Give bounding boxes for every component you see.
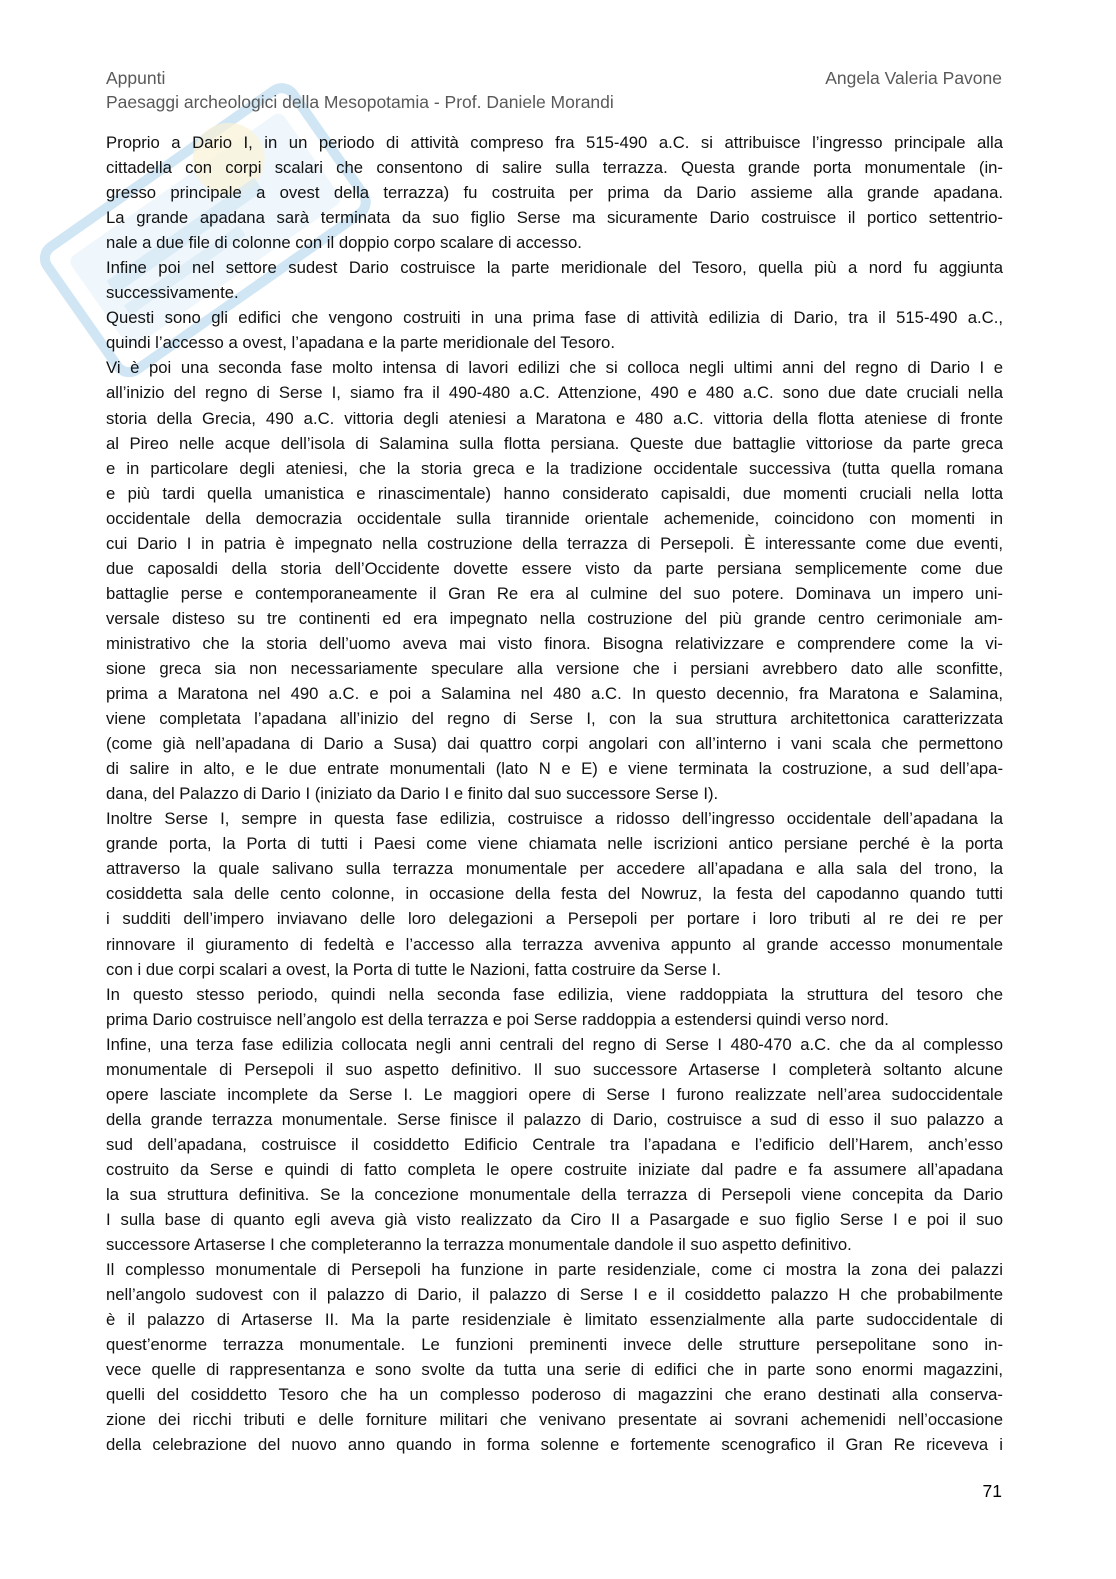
text-line: cittadella con corpi scalari che consentono di salire sulla terrazza. Questa grande porta monumentale (in-	[106, 158, 1003, 178]
text-line: versale disteso su tre continenti ed era impegnato nella costruzione del più grande centro cerimoniale am-	[106, 608, 1003, 628]
text-line: quelli del cosiddetto Tesoro che ha un complesso poderoso di magazzini che erano destinati alla conserva-	[106, 1385, 1003, 1405]
text-line: dana, del Palazzo di Dario I (iniziato da Dario I e finito dal suo successore Serse I).	[106, 784, 719, 804]
text-line: quest’enorme terrazza monumentale. Le funzioni preminenti invece delle strutture persepolitane sono in-	[106, 1335, 1003, 1355]
header-author: Angela Valeria Pavone	[825, 68, 1002, 88]
text-line: La grande apadana sarà terminata da suo figlio Serse ma sicuramente Dario costruisce il portico settentrio-	[106, 208, 1003, 228]
text-line: occidentale della democrazia occidentale sulla tirannide orientale achemenide, coincidono con momenti in	[106, 508, 1003, 528]
text-line: grande porta, la Porta di tutti i Paesi come viene chiamata nelle iscrizioni antico persiane perché è la porta	[106, 834, 1003, 854]
text-line: prima Dario costruisce nell’angolo est della terrazza e poi Serse raddoppia a estendersi quindi verso nord.	[106, 1009, 889, 1029]
text-line: Inoltre Serse I, sempre in questa fase edilizia, costruisce a ridosso dell’ingresso occidentale dell’apadana la	[106, 809, 1003, 829]
text-line: con i due corpi scalari a ovest, la Porta di tutte le Nazioni, fatta costruire da Serse I.	[106, 959, 721, 979]
text-line: cosiddetta sala delle cento colonne, in occasione della festa del Nowruz, la festa del capodanno quando tutti	[106, 884, 1003, 904]
text-line: nale a due file di colonne con il doppio corpo scalare di accesso.	[106, 233, 582, 253]
text-line: gresso principale a ovest della terrazza) fu costruita per prima da Dario assieme alla grande apadana.	[106, 183, 1003, 203]
text-line: attraverso la quale salivano sulla terrazza monumentale per accedere all’apadana e alla sala del trono, la	[106, 859, 1003, 879]
text-line: rinnovare il giuramento di fedeltà e l’accesso alla terrazza avveniva appunto al grande accesso monumentale	[106, 934, 1003, 954]
text-line: all’inizio del regno di Serse I, siamo fra il 490-480 a.C. Attenzione, 490 e 480 a.C. sono due date cruciali nella	[106, 383, 1003, 403]
text-line: i sudditi dell’impero inviavano delle loro delegazioni a Persepoli per portare i loro tributi al re dei re per	[106, 909, 1003, 929]
page-number: 71	[982, 1481, 1002, 1501]
text-line: sud dell’apadana, costruisce il cosiddetto Edificio Centrale tra l’apadana e l’edificio dell’Harem, anch’esso	[106, 1134, 1003, 1154]
text-line: la sua struttura definitiva. Se la concezione monumentale della terrazza di Persepoli viene concepita da Dario	[106, 1184, 1003, 1204]
text-line: Il complesso monumentale di Persepoli ha funzione in parte residenziale, come ci mostra la zona dei palazzi	[106, 1260, 1003, 1280]
text-line: ministrativo che la storia dell’uomo aveva mai visto finora. Bisogna relativizzare e comprendere come la vi-	[106, 633, 1003, 653]
text-line: al Pireo nelle acque dell’isola di Salamina sulla flotta persiana. Queste due battaglie vittoriose da parte greca	[106, 433, 1003, 453]
text-line: quindi l’accesso a ovest, l’apadana e la parte meridionale del Tesoro.	[106, 333, 615, 353]
text-line: vece quelle di rappresentanza e sono svolte da tutta una serie di edifici che in parte sono enormi magazzini,	[106, 1360, 1003, 1380]
text-line: In questo stesso periodo, quindi nella seconda fase edilizia, viene raddoppiata la struttura del tesoro che	[106, 984, 1003, 1004]
text-line: Infine, una terza fase edilizia collocata negli anni centrali del regno di Serse I 480-470 a.C. che da al complesso	[106, 1034, 1003, 1054]
text-line: costruito da Serse e quindi di fatto completa le opere costruite iniziate dal padre e fa assumere all’apadana	[106, 1159, 1003, 1179]
text-line: e in particolare degli ateniesi, che la storia greca e la tradizione occidentale successiva (tutta quella romana	[106, 458, 1003, 478]
header-title: Appunti	[106, 68, 166, 88]
text-line: Infine poi nel settore sudest Dario costruisce la parte meridionale del Tesoro, quella più a nord fu aggiunta	[106, 258, 1003, 278]
text-line: sione greca sia non necessariamente speculare alla versione che i persiani avrebbero dato alle sconfitte,	[106, 658, 1003, 678]
text-line: della celebrazione del nuovo anno quando in forma solenne e fortemente scenografico il Gran Re riceveva i	[106, 1435, 1003, 1455]
header-left	[106, 66, 614, 114]
text-line: e più tardi quella umanistica e rinascimentale) hanno considerato capisaldi, due momenti cruciali nella lotta	[106, 483, 1003, 503]
text-line: (come già nell’apadana di Dario a Susa) dai quattro corpi angolari con all’interno i vani scala che permettono	[106, 734, 1003, 754]
text-line: viene completata l’apadana all’inizio del regno di Serse I, con la sua struttura architettonica caratterizzata	[106, 709, 1003, 729]
text-line: di salire in alto, e le due entrate monumentali (lato N e E) e viene terminata la costruzione, a sud dell’apa-	[106, 759, 1003, 779]
text-line: due caposaldi della storia dell’Occidente dovette essere visto da parte persiana semplicemente come due	[106, 558, 1003, 578]
text-line: successivamente.	[106, 283, 239, 303]
text-line: è il palazzo di Artaserse II. Ma la parte residenziale è limitato essenzialmente alla parte sudoccidentale di	[106, 1310, 1003, 1330]
text-line: cui Dario I in patria è impegnato nella costruzione della terrazza di Persepoli. È interessante come due eventi,	[106, 533, 1003, 553]
text-line: Proprio a Dario I, in un periodo di attività compreso fra 515-490 a.C. si attribuisce l’ingresso principale alla	[106, 133, 1003, 152]
text-line: nell’angolo sudovest con il palazzo di Dario, il palazzo di Serse I e il cosiddetto palazzo H che probabilmente	[106, 1285, 1003, 1305]
text-line: storia della Grecia, 490 a.C. vittoria degli ateniesi a Maratona e 480 a.C. vittoria della flotta ateniese di fronte	[106, 408, 1003, 428]
text-line: Vi è poi una seconda fase molto intensa di lavori edilizi che si colloca negli ultimi anni del regno di Dario I e	[106, 358, 1003, 378]
text-line: successore Artaserse I che completeranno la terrazza monumentale dandole il suo aspetto definitivo.	[106, 1235, 852, 1255]
text-line: opere lasciate incomplete da Serse I. Le maggiori opere di Serse I furono realizzate nell’area sudoccidentale	[106, 1084, 1003, 1104]
text-line: I sulla base di quanto egli aveva già visto realizzato da Ciro II a Pasargade e suo figlio Serse I e poi il suo	[106, 1210, 1003, 1230]
text-line: prima a Maratona nel 490 a.C. e poi a Salamina nel 480 a.C. In questo decennio, fra Maratona e Salamina,	[106, 684, 1003, 704]
text-line: zione dei ricchi tributi e delle forniture militari che venivano presentate ai sovrani achemenidi nell’occasione	[106, 1410, 1003, 1430]
header-course: Paesaggi archeologici della Mesopotamia - Prof. Daniele Morandi	[106, 92, 614, 112]
text-line: monumentale di Persepoli il suo aspetto definitivo. Il suo successore Artaserse I completerà soltanto alcune	[106, 1059, 1003, 1079]
text-line: battaglie perse e contemporaneamente il Gran Re era al culmine del suo potere. Dominava un impero uni-	[106, 583, 1003, 603]
body-text	[106, 130, 1003, 1457]
text-line: della grande terrazza monumentale. Serse finisce il palazzo di Dario, costruisce a sud di esso il suo palazzo a	[106, 1109, 1003, 1129]
text-line: Questi sono gli edifici che vengono costruiti in una prima fase di attività edilizia di Dario, tra il 515-490 a.C.,	[106, 308, 1003, 328]
